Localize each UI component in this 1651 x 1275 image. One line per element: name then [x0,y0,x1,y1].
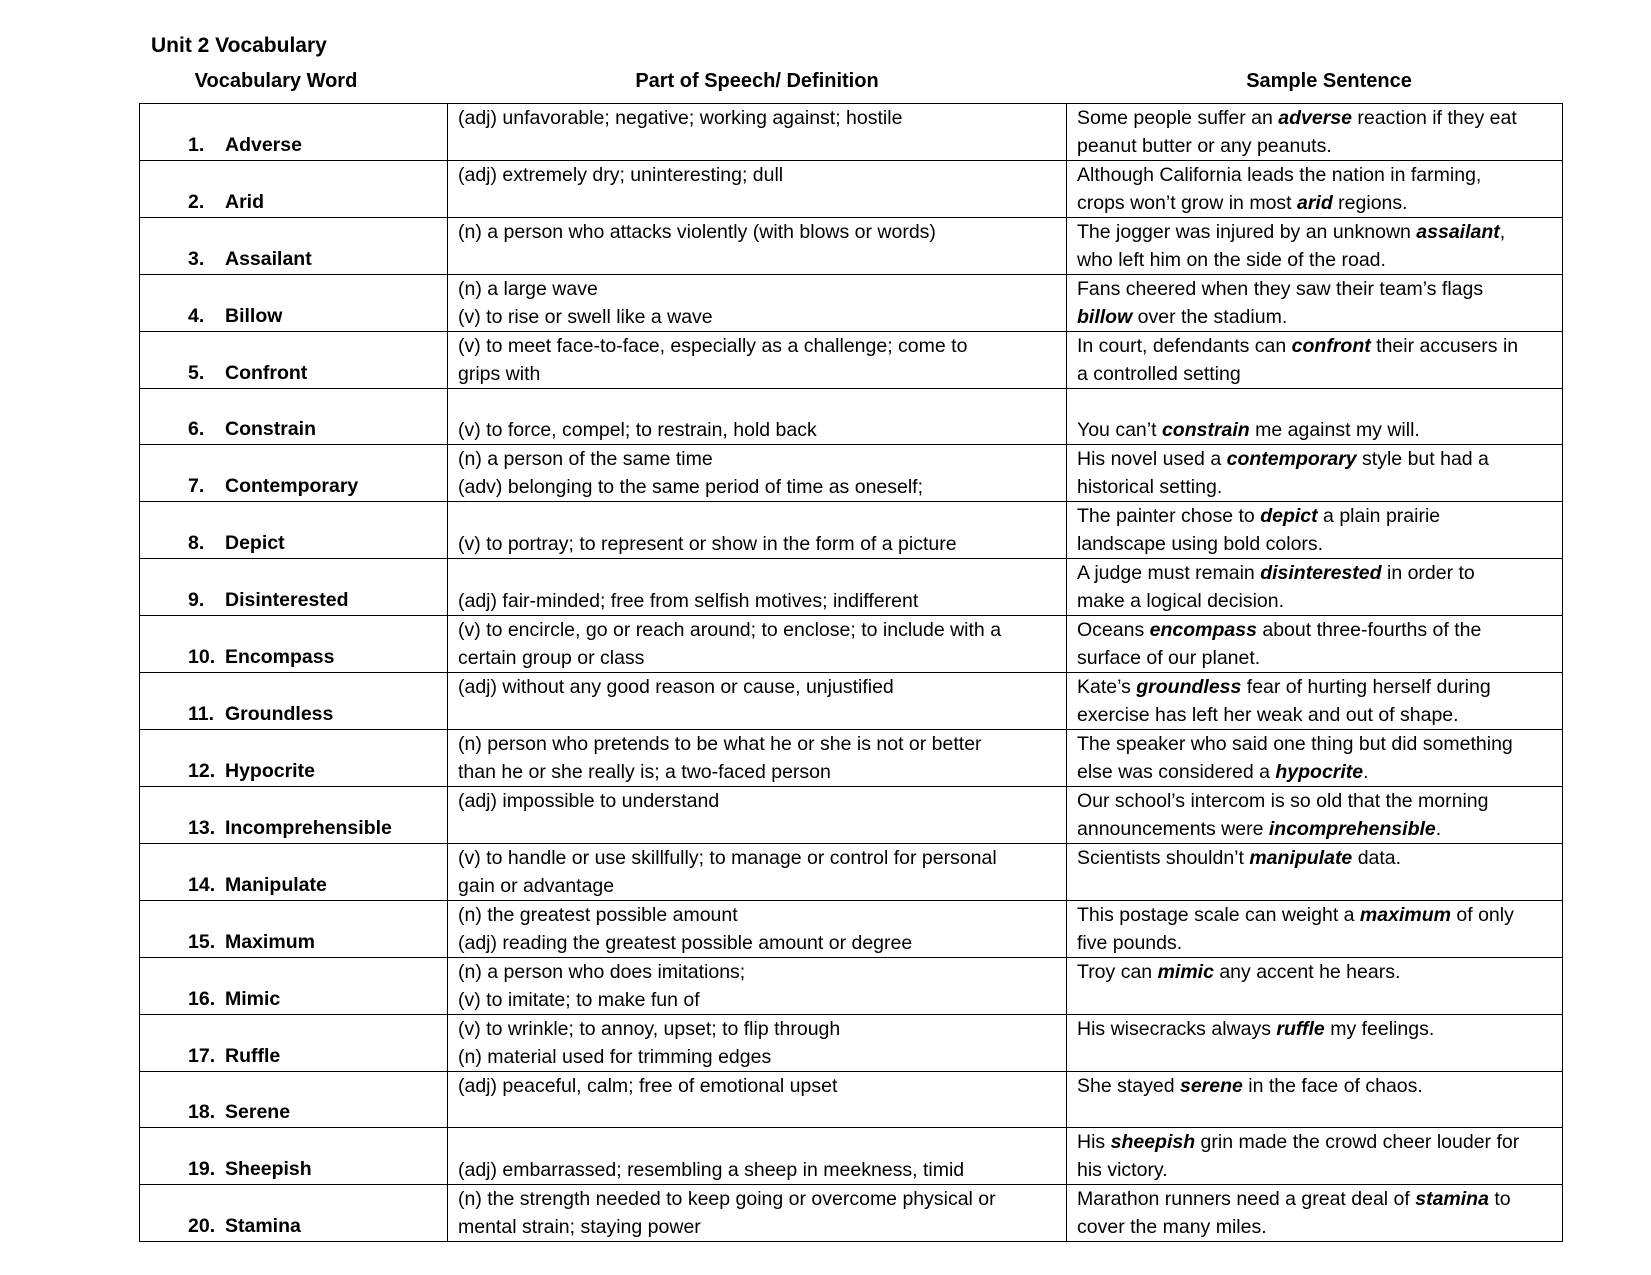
definition-line: (n) material used for trimming edges [458,1046,772,1068]
highlighted-vocabulary-word: maximum [1359,904,1451,926]
sentence-line [1077,929,1556,957]
sentence-text: else was considered a [1077,761,1276,783]
sample-sentence-cell [1067,502,1563,559]
vocabulary-word-cell [140,275,448,332]
definition-line: (v) to portray; to represent or show in the form of a picture [458,533,957,555]
definition-line: (adj) peaceful, calm; free of emotional upset [458,1075,838,1097]
sentence-text: His wisecracks always [1077,1018,1277,1040]
definition-line: (n) a person who attacks violently (with blows or words) [458,221,936,243]
sentence-text: Our school’s intercom is so old that the morning [1077,790,1489,812]
sentence-text: Marathon runners need a great deal of [1077,1188,1416,1210]
word-number: 20. [188,1215,216,1237]
vocabulary-word-cell [140,389,448,445]
sample-sentence-cell [1067,1185,1563,1242]
table-row [140,502,1563,559]
word-number: 11. [188,703,215,725]
definition-line: than he or she really is; a two-faced person [458,761,831,783]
definition-cell [448,901,1067,958]
sentence-text: The speaker who said one thing but did something [1077,733,1513,755]
definition-line: (adj) extremely dry; uninteresting; dull [458,164,784,186]
definition-line: (n) the strength needed to keep going or overcome physical or [458,1188,996,1210]
definition-line: (v) to wrinkle; to annoy, upset; to flip through [458,1018,841,1040]
definition-line: certain group or class [458,647,645,669]
sentence-line [1077,303,1556,331]
table-row [140,332,1563,389]
table-row [140,1185,1563,1242]
sentence-line [1077,616,1556,644]
sentence-text: His [1077,1131,1111,1153]
definition-line: (adj) reading the greatest possible amount or degree [458,932,913,954]
vocabulary-word: Confront [225,362,308,384]
sample-sentence-cell [1067,1072,1563,1128]
sample-sentence-cell [1067,730,1563,787]
vocabulary-word: Constrain [225,418,317,440]
vocabulary-word: Groundless [225,703,334,725]
word-number: 12. [188,760,216,782]
vocabulary-word: Assailant [225,248,312,270]
sentence-text: in the face of chaos. [1242,1075,1423,1097]
definition-cell [448,1128,1067,1185]
sentence-line [1077,901,1556,929]
definition-cell [448,445,1067,502]
sentence-text: style but had a [1356,448,1489,470]
sentence-text: Some people suffer an [1077,107,1279,129]
word-number: 7. [188,475,205,497]
sample-sentence-cell [1067,161,1563,218]
sentence-line [1077,530,1556,558]
definition-cell [448,787,1067,844]
table-row [140,218,1563,275]
vocabulary-word-cell [140,1185,448,1242]
definition-cell [448,1015,1067,1072]
sample-sentence-cell [1067,104,1563,161]
sentence-text: to [1488,1188,1511,1210]
vocabulary-word: Stamina [225,1215,301,1237]
definition-cell [448,104,1067,161]
sentence-text: reaction if they eat [1352,107,1517,129]
vocabulary-word: Billow [225,305,283,327]
sample-sentence-cell [1067,389,1563,445]
sentence-text: any accent he hears. [1213,961,1401,983]
sentence-line [1077,1185,1556,1213]
definition-line: grips with [458,363,541,385]
highlighted-vocabulary-word: stamina [1415,1188,1489,1210]
vocabulary-word-cell [140,218,448,275]
word-number: 4. [188,305,205,327]
definition-cell [448,332,1067,389]
highlighted-vocabulary-word: encompass [1149,619,1257,641]
definition-cell [448,275,1067,332]
sentence-line [1077,502,1556,530]
sentence-text: Although California leads the nation in farming, [1077,164,1482,186]
sentence-text: my feelings. [1324,1018,1435,1040]
vocabulary-word-cell [140,844,448,901]
definition-line: mental strain; staying power [458,1216,701,1238]
definition-line: (v) to handle or use skillfully; to manage or control for personal [458,847,997,869]
vocabulary-table-body [140,104,1563,1242]
sentence-line [1077,445,1556,473]
sentence-line [1077,587,1556,615]
vocabulary-word-cell [140,502,448,559]
highlighted-vocabulary-word: mimic [1157,961,1214,983]
vocabulary-word-cell [140,616,448,673]
word-number: 15. [188,931,216,953]
header-vocabulary-word: Vocabulary Word [194,70,358,92]
table-row [140,901,1563,958]
sentence-text: historical setting. [1077,476,1223,498]
sentence-text: five pounds. [1077,932,1183,954]
sentence-line [1077,1015,1556,1043]
sentence-line [1077,275,1556,303]
table-row [140,730,1563,787]
sentence-text: . [1363,761,1369,783]
word-number: 18. [188,1101,216,1123]
sentence-text: cover the many miles. [1077,1216,1267,1238]
sentence-text: of only [1450,904,1514,926]
definition-line: (v) to rise or swell like a wave [458,306,713,328]
sentence-text: data. [1352,847,1402,869]
definition-line: (adj) fair-minded; free from selfish motives; indifferent [458,590,919,612]
sentence-text: about three-fourths of the [1256,619,1482,641]
sentence-text: Kate’s [1077,676,1137,698]
sentence-line [1077,844,1556,872]
word-number: 19. [188,1158,216,1180]
definition-line: gain or advantage [458,875,615,897]
header-sample-sentence: Sample Sentence [1246,70,1412,92]
sentence-line [1077,730,1556,758]
vocabulary-table [139,103,1563,1242]
definition-line: (v) to meet face-to-face, especially as a challenge; come to [458,335,968,357]
sentence-text: a plain prairie [1317,505,1441,527]
word-number: 14. [188,874,216,896]
table-row [140,275,1563,332]
vocabulary-word-cell [140,1128,448,1185]
definition-cell [448,1072,1067,1128]
vocabulary-word-cell [140,787,448,844]
sentence-text: The painter chose to [1077,505,1261,527]
sentence-text: This postage scale can weight a [1077,904,1360,926]
word-number: 9. [188,589,205,611]
sentence-line [1077,360,1556,388]
definition-line: (adj) impossible to understand [458,790,720,812]
sentence-line [1077,1128,1556,1156]
highlighted-vocabulary-word: serene [1179,1075,1243,1097]
word-number: 6. [188,418,205,440]
definition-cell [448,218,1067,275]
highlighted-vocabulary-word: billow [1077,306,1133,328]
sentence-text: surface of our planet. [1077,647,1261,669]
sample-sentence-cell [1067,901,1563,958]
highlighted-vocabulary-word: confront [1291,335,1371,357]
vocabulary-word-cell [140,958,448,1015]
vocabulary-word: Hypocrite [225,760,315,782]
sentence-line [1077,161,1556,189]
definition-cell [448,730,1067,787]
definition-cell [448,389,1067,445]
definition-cell [448,161,1067,218]
sentence-text: You can’t [1077,419,1162,441]
vocabulary-word-cell [140,559,448,616]
sentence-text: their accusers in [1370,335,1519,357]
sample-sentence-cell [1067,218,1563,275]
definition-line: (adj) without any good reason or cause, unjustified [458,676,894,698]
sample-sentence-cell [1067,559,1563,616]
table-row [140,445,1563,502]
sentence-text: regions. [1332,192,1408,214]
vocabulary-word: Ruffle [225,1045,281,1067]
sentence-line [1077,958,1556,986]
sentence-text: Oceans [1077,619,1150,641]
table-row [140,104,1563,161]
sentence-line [1077,787,1556,815]
sentence-line [1077,644,1556,672]
table-row [140,673,1563,730]
highlighted-vocabulary-word: arid [1297,192,1333,214]
sentence-line [1077,1156,1556,1184]
word-number: 17. [188,1045,216,1067]
sentence-line [1077,332,1556,360]
sentence-line [1077,1072,1556,1100]
sentence-line [1077,815,1556,843]
sentence-line [1077,758,1556,786]
sample-sentence-cell [1067,616,1563,673]
sample-sentence-cell [1067,332,1563,389]
sentence-line [1077,559,1556,587]
definition-line: (adj) embarrassed; resembling a sheep in meekness, timid [458,1159,965,1181]
vocabulary-word: Contemporary [225,475,359,497]
sentence-line [1077,701,1556,729]
table-row [140,958,1563,1015]
sentence-text: She stayed [1077,1075,1180,1097]
vocabulary-word: Encompass [225,646,335,668]
vocabulary-word-cell [140,1015,448,1072]
vocabulary-word: Maximum [225,931,315,953]
vocabulary-word: Serene [225,1101,291,1123]
sentence-line [1077,218,1556,246]
vocabulary-word: Incomprehensible [225,817,392,839]
sentence-text: his victory. [1077,1159,1168,1181]
vocabulary-word-cell [140,673,448,730]
table-row [140,559,1563,616]
definition-line: (n) a person of the same time [458,448,713,470]
sentence-text: exercise has left her weak and out of shape. [1077,704,1459,726]
word-number: 8. [188,532,205,554]
vocabulary-word: Arid [225,191,264,213]
sample-sentence-cell [1067,958,1563,1015]
definition-cell [448,502,1067,559]
vocabulary-word: Disinterested [225,589,349,611]
sentence-text: a controlled setting [1077,363,1241,385]
word-number: 13. [188,817,216,839]
vocabulary-word-cell [140,161,448,218]
word-number: 16. [188,988,216,1010]
sentence-line [1077,416,1556,444]
word-number: 3. [188,248,205,270]
sentence-text: me against my will. [1249,419,1420,441]
table-row [140,787,1563,844]
highlighted-vocabulary-word: groundless [1136,676,1242,698]
definition-cell [448,1185,1067,1242]
vocabulary-word: Depict [225,532,285,554]
highlighted-vocabulary-word: assailant [1416,221,1500,243]
word-number: 2. [188,191,205,213]
table-row [140,844,1563,901]
highlighted-vocabulary-word: manipulate [1249,847,1353,869]
sentence-text: make a logical decision. [1077,590,1285,612]
definition-line: (n) a person who does imitations; [458,961,746,983]
sentence-line [1077,673,1556,701]
sentence-text: fear of hurting herself during [1241,676,1491,698]
sample-sentence-cell [1067,844,1563,901]
page-title: Unit 2 Vocabulary [151,34,327,57]
sentence-text: Troy can [1077,961,1158,983]
highlighted-vocabulary-word: incomprehensible [1268,818,1436,840]
header-definition: Part of Speech/ Definition [635,70,879,92]
sentence-text: The jogger was injured by an unknown [1077,221,1417,243]
highlighted-vocabulary-word: depict [1260,505,1318,527]
sentence-line [1077,132,1556,160]
table-row [140,1072,1563,1128]
vocabulary-word: Adverse [225,134,302,156]
sentence-line [1077,104,1556,132]
definition-cell [448,844,1067,901]
word-number: 10. [188,646,216,668]
sentence-text: announcements were [1077,818,1269,840]
definition-cell [448,616,1067,673]
sentence-text: grin made the crowd cheer louder for [1195,1131,1520,1153]
highlighted-vocabulary-word: ruffle [1276,1018,1325,1040]
vocabulary-word-cell [140,104,448,161]
definition-line: (n) person who pretends to be what he or she is not or better [458,733,982,755]
vocabulary-word-cell [140,901,448,958]
definition-line: (n) a large wave [458,278,598,300]
vocabulary-word-cell [140,1072,448,1128]
sentence-text: A judge must remain [1077,562,1261,584]
highlighted-vocabulary-word: adverse [1278,107,1353,129]
sentence-text: His novel used a [1077,448,1227,470]
sentence-text: over the stadium. [1132,306,1288,328]
vocabulary-word-cell [140,730,448,787]
table-row [140,1015,1563,1072]
sentence-text: Scientists shouldn’t [1077,847,1250,869]
highlighted-vocabulary-word: contemporary [1226,448,1357,470]
definition-line: (n) the greatest possible amount [458,904,738,926]
definition-line: (adv) belonging to the same period of time as oneself; [458,476,924,498]
highlighted-vocabulary-word: disinterested [1260,562,1382,584]
vocabulary-word-cell [140,332,448,389]
sentence-text: In court, defendants can [1077,335,1292,357]
vocabulary-word: Sheepish [225,1158,312,1180]
definition-line: (v) to force, compel; to restrain, hold back [458,419,817,441]
sample-sentence-cell [1067,1015,1563,1072]
sentence-line [1077,246,1556,274]
vocabulary-word: Manipulate [225,874,327,896]
sentence-text: crops won’t grow in most [1077,192,1297,214]
definition-cell [448,958,1067,1015]
vocabulary-word-cell [140,445,448,502]
definition-cell [448,673,1067,730]
sentence-line [1077,189,1556,217]
sample-sentence-cell [1067,787,1563,844]
highlighted-vocabulary-word: constrain [1161,419,1250,441]
sentence-text: who left him on the side of the road. [1077,249,1386,271]
sample-sentence-cell [1067,673,1563,730]
sample-sentence-cell [1067,275,1563,332]
sentence-text: in order to [1381,562,1475,584]
highlighted-vocabulary-word: sheepish [1110,1131,1196,1153]
sample-sentence-cell [1067,1128,1563,1185]
sentence-line [1077,1213,1556,1241]
sentence-text: . [1435,818,1442,840]
word-number: 1. [188,134,205,156]
sentence-text: landscape using bold colors. [1077,533,1324,555]
table-row [140,616,1563,673]
definition-cell [448,559,1067,616]
sentence-line [1077,473,1556,501]
definition-line: (adj) unfavorable; negative; working against; hostile [458,107,903,129]
definition-line: (v) to imitate; to make fun of [458,989,700,1011]
vocabulary-word: Mimic [225,988,281,1010]
definition-line: (v) to encircle, go or reach around; to enclose; to include with a [458,619,1002,641]
table-row [140,161,1563,218]
highlighted-vocabulary-word: hypocrite [1275,761,1364,783]
sentence-text: Fans cheered when they saw their team’s flags [1077,278,1484,300]
word-number: 5. [188,362,205,384]
sentence-text: , [1499,221,1506,243]
sentence-text: peanut butter or any peanuts. [1077,135,1332,157]
table-row [140,1128,1563,1185]
table-row [140,389,1563,445]
sample-sentence-cell [1067,445,1563,502]
